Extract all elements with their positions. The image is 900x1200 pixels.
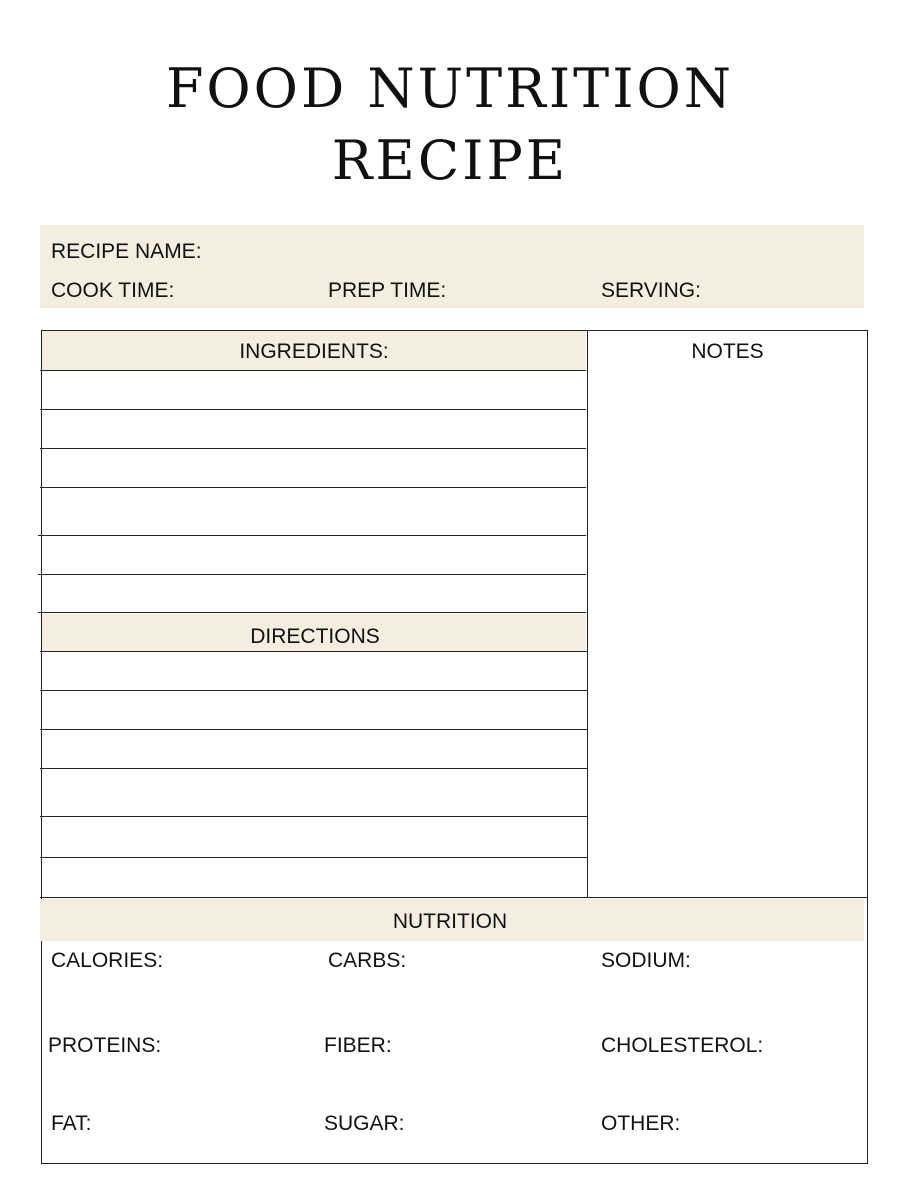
sodium-label: SODIUM: xyxy=(601,949,691,972)
sugar-label: SUGAR: xyxy=(324,1112,405,1135)
proteins-label: PROTEINS: xyxy=(48,1034,162,1057)
sugar-field[interactable] xyxy=(408,1109,590,1139)
serving-field[interactable] xyxy=(705,275,855,305)
ingredient-line[interactable] xyxy=(42,536,586,573)
direction-line[interactable] xyxy=(42,858,586,896)
fiber-label: FIBER: xyxy=(324,1034,392,1057)
carbs-label: CARBS: xyxy=(328,949,407,972)
direction-line[interactable] xyxy=(42,652,586,689)
prep-time-field[interactable] xyxy=(450,275,590,305)
fat-field[interactable] xyxy=(100,1109,315,1139)
calories-field[interactable] xyxy=(168,946,318,976)
direction-line[interactable] xyxy=(42,817,586,856)
fat-label: FAT: xyxy=(51,1112,92,1135)
other-field[interactable] xyxy=(688,1109,860,1139)
calories-label: CALORIES: xyxy=(51,949,164,972)
column-divider xyxy=(587,330,588,898)
ingredient-line[interactable] xyxy=(42,410,586,447)
ingredient-line[interactable] xyxy=(42,449,586,486)
cholesterol-field[interactable] xyxy=(765,1031,860,1061)
other-label: OTHER: xyxy=(601,1112,681,1135)
sodium-field[interactable] xyxy=(700,946,860,976)
cook-time-label: COOK TIME: xyxy=(51,279,175,302)
direction-line[interactable] xyxy=(42,769,586,815)
direction-line[interactable] xyxy=(42,691,586,728)
ingredients-header: INGREDIENTS: xyxy=(239,340,389,363)
page-title-line-2: RECIPE xyxy=(331,129,569,192)
carbs-field[interactable] xyxy=(410,946,590,976)
serving-label: SERVING: xyxy=(601,279,701,302)
nutrition-header: NUTRITION xyxy=(392,910,508,933)
direction-line[interactable] xyxy=(42,730,586,767)
ingredient-line[interactable] xyxy=(42,488,586,534)
prep-time-label: PREP TIME: xyxy=(328,279,447,302)
nutrition-top-rule xyxy=(40,897,868,898)
fiber-field[interactable] xyxy=(395,1031,590,1061)
directions-header: DIRECTIONS xyxy=(250,625,380,648)
page-title-line-1: FOOD NUTRITION xyxy=(165,57,735,120)
ingredient-line[interactable] xyxy=(42,371,586,408)
notes-area[interactable] xyxy=(590,372,866,896)
cholesterol-label: CHOLESTEROL: xyxy=(601,1034,764,1057)
proteins-field[interactable] xyxy=(165,1031,315,1061)
cook-time-field[interactable] xyxy=(182,275,317,305)
notes-header: NOTES xyxy=(691,340,764,363)
recipe-name-field[interactable] xyxy=(205,236,855,266)
ingredient-line[interactable] xyxy=(42,575,586,611)
ingredients-rule xyxy=(38,612,586,613)
recipe-name-label: RECIPE NAME: xyxy=(51,240,202,263)
